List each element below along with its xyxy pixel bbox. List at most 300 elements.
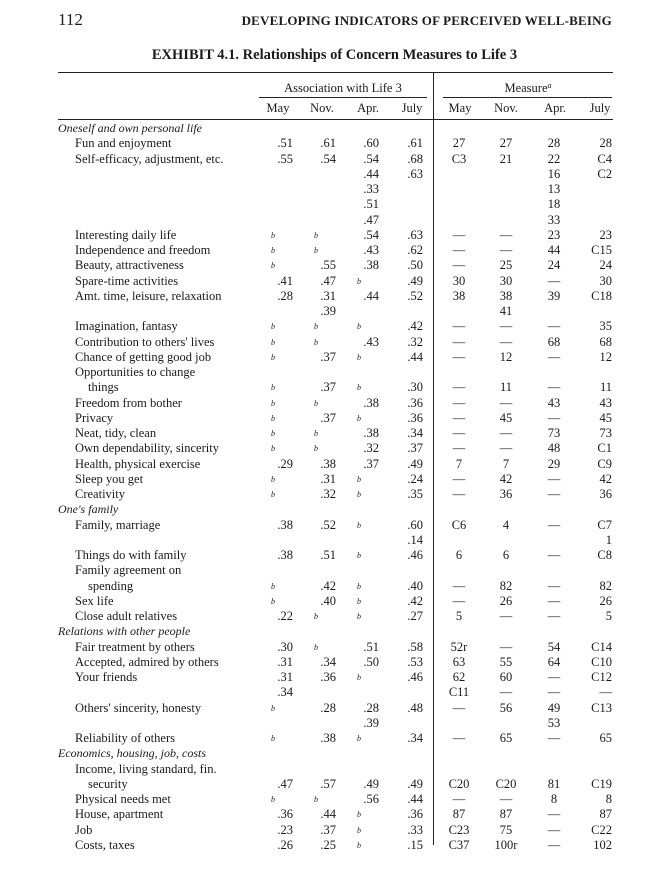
measure-cell: —: [452, 334, 466, 349]
measure-cell: 8: [605, 792, 612, 806]
measure-cell: —: [499, 227, 513, 242]
association-cell: .15: [407, 837, 423, 852]
association-cell: .49: [407, 456, 423, 471]
footnote-marker-b: b: [271, 795, 275, 804]
row-label: Creativity: [75, 487, 125, 501]
measure-cell: —: [547, 807, 561, 822]
measure-cell: 60: [499, 670, 513, 684]
running-head: DEVELOPING INDICATORS OF PERCEIVED WELL-BEING: [241, 13, 612, 28]
table-row: [0, 731, 669, 746]
association-cell: .22: [277, 609, 293, 623]
footnote-marker-b: b: [271, 734, 275, 743]
section-header-row: [0, 624, 669, 639]
association-cell: .52: [320, 517, 336, 532]
measure-cell: 25: [499, 258, 513, 273]
association-cell: .24: [407, 471, 423, 486]
measure-cell: 27: [499, 136, 513, 151]
association-cell: .37: [320, 822, 336, 837]
measure-cell: —: [547, 731, 561, 745]
association-cell: .46: [407, 670, 423, 684]
association-cell: .28: [277, 288, 293, 303]
association-cell: .33: [363, 182, 379, 196]
association-cell: .61: [320, 136, 336, 151]
measure-cell: —: [499, 243, 513, 257]
association-cell: .28: [363, 700, 379, 715]
measure-cell: 36: [499, 487, 513, 501]
table-row: [0, 441, 669, 456]
table-row: [0, 152, 669, 167]
measure-cell: 35: [599, 319, 612, 334]
footnote-marker-b: b: [271, 444, 275, 454]
table-row: [0, 274, 669, 289]
col-header-assoc-july: July: [401, 101, 423, 115]
measure-cell: —: [452, 792, 466, 806]
measure-cell: 42: [599, 471, 612, 486]
row-label: Independence and freedom: [75, 243, 211, 257]
table-row: [0, 258, 669, 273]
association-cell: .42: [407, 319, 423, 334]
measure-cell: 45: [499, 410, 513, 425]
row-label: Own dependability, sincerity: [75, 441, 219, 456]
table-row: [0, 457, 669, 472]
row-label: Contribution to others' lives: [75, 334, 215, 349]
row-label: Self-efficacy, adjustment, etc.: [75, 151, 224, 166]
association-cell: .29: [277, 456, 293, 471]
footnote-marker-b: b: [271, 398, 275, 408]
measure-cell: —: [499, 792, 513, 806]
association-cell: .38: [277, 517, 293, 532]
measure-cell: —: [499, 685, 513, 700]
row-label: Interesting daily life: [75, 227, 177, 242]
measure-cell: 6: [502, 548, 510, 562]
table-row: [0, 685, 669, 700]
association-cell: .49: [407, 776, 423, 791]
association-cell: .37: [407, 441, 423, 456]
footnote-marker-b: b: [271, 261, 275, 271]
association-cell: .26: [277, 837, 293, 852]
row-label: Job: [75, 822, 93, 837]
measure-cell: —: [452, 227, 466, 242]
measure-cell: 29: [547, 456, 561, 471]
measure-cell: 48: [547, 441, 561, 456]
page-number: 112: [58, 10, 83, 29]
table-row: [0, 289, 669, 304]
measure-cell: 24: [599, 258, 612, 273]
footnote-marker-b: b: [357, 581, 361, 591]
association-cell: .37: [363, 456, 379, 471]
association-cell: .54: [363, 151, 379, 166]
section-header-row: [0, 502, 669, 517]
row-label: Physical needs met: [75, 792, 171, 806]
association-cell: .44: [363, 288, 379, 303]
measure-cell: 87: [599, 807, 612, 822]
footnote-marker-b: b: [314, 612, 318, 621]
footnote-marker-b: b: [357, 352, 361, 362]
table-row: [0, 350, 669, 365]
row-label: Neat, tidy, clean: [75, 426, 157, 440]
measure-cell: C3: [451, 151, 467, 166]
row-label: Imagination, fantasy: [75, 319, 178, 334]
measure-cell: 36: [599, 487, 612, 501]
association-underline: [259, 97, 427, 98]
measure-cell: —: [452, 578, 466, 593]
measure-cell: 6: [455, 548, 463, 562]
footnote-marker-b: b: [271, 322, 275, 332]
association-group-header: Association with Life 3: [284, 81, 402, 95]
measure-cell: —: [547, 593, 561, 608]
col-header-measure-nov: Nov.: [494, 101, 518, 115]
table-row: [0, 807, 669, 822]
measure-cell: 11: [499, 380, 513, 395]
table-row: [0, 472, 669, 487]
table-row: [0, 579, 669, 594]
association-cell: .31: [320, 471, 336, 486]
table-row: [0, 701, 669, 716]
footnote-marker-b: b: [357, 474, 361, 484]
measure-cell: —: [547, 471, 561, 486]
measure-cell: —: [547, 410, 561, 425]
measure-cell: —: [452, 380, 466, 395]
measure-cell: 12: [499, 349, 513, 364]
association-cell: .51: [363, 639, 379, 654]
row-label: Sex life: [75, 593, 114, 608]
association-cell: .14: [407, 532, 423, 547]
table-row: [0, 548, 669, 563]
association-cell: .50: [363, 654, 379, 669]
association-cell: .40: [407, 578, 423, 593]
measure-group-header: Measure$^a$: [504, 81, 552, 95]
association-cell: .28: [320, 700, 336, 715]
table-row: [0, 396, 669, 411]
measure-cell: 22: [547, 151, 561, 166]
measure-cell: 81: [547, 776, 561, 791]
measure-cell: —: [547, 670, 561, 684]
row-label: Spare-time activities: [75, 273, 179, 288]
measure-cell: 30: [452, 273, 466, 288]
measure-cell: C12: [591, 670, 612, 684]
association-cell: .23: [277, 822, 293, 837]
footnote-marker-b: b: [314, 337, 318, 347]
association-cell: .47: [277, 776, 293, 791]
footnote-marker-b: b: [271, 429, 275, 438]
row-label: Close adult relatives: [75, 609, 178, 623]
row-label: Income, living standard, fin.: [75, 761, 217, 776]
measure-cell: —: [547, 517, 561, 532]
measure-cell: 87: [499, 807, 513, 822]
association-cell: .34: [407, 731, 423, 745]
table-row: [0, 335, 669, 350]
measure-cell: —: [547, 578, 561, 593]
measure-cell: 82: [499, 578, 513, 593]
association-cell: .61: [407, 136, 423, 151]
measure-cell: C20: [495, 776, 517, 791]
measure-cell: C14: [591, 639, 612, 654]
measure-cell: 33: [547, 212, 561, 227]
association-cell: .39: [363, 715, 379, 730]
measure-cell: —: [452, 593, 466, 608]
measure-cell: 21: [499, 151, 513, 166]
footnote-marker-b: b: [357, 520, 361, 530]
measure-cell: 38: [499, 288, 513, 303]
footnote-marker-b: b: [271, 383, 275, 393]
association-cell: .60: [363, 136, 379, 151]
association-cell: .58: [407, 639, 423, 654]
association-cell: .36: [277, 807, 293, 822]
association-cell: .34: [277, 685, 293, 700]
measure-cell: 4: [502, 517, 510, 532]
footnote-marker-b: b: [357, 276, 361, 286]
association-cell: .47: [320, 273, 336, 288]
footnote-marker-b: b: [357, 322, 361, 332]
measure-cell: —: [547, 685, 561, 700]
row-label: Privacy: [75, 410, 114, 425]
measure-cell: —: [547, 319, 561, 334]
association-cell: .48: [407, 700, 423, 715]
measure-cell: —: [499, 334, 513, 349]
measure-cell: —: [452, 243, 466, 257]
measure-cell: 16: [547, 166, 561, 181]
table-row: [0, 823, 669, 838]
measure-cell: 68: [547, 334, 561, 349]
footnote-marker-b: b: [357, 673, 361, 682]
footnote-marker-b: b: [271, 581, 275, 591]
footnote-marker-b: b: [271, 703, 275, 713]
association-cell: .47: [363, 212, 379, 227]
association-cell: .49: [407, 273, 423, 288]
association-cell: .38: [277, 548, 293, 562]
association-cell: .37: [320, 349, 336, 364]
measure-cell: —: [547, 822, 561, 837]
footnote-marker-b: b: [271, 230, 275, 240]
association-cell: .49: [363, 776, 379, 791]
measure-cell: —: [452, 349, 466, 364]
association-cell: .31: [320, 288, 336, 303]
row-label: Family agreement on: [75, 563, 182, 578]
association-cell: .38: [320, 731, 336, 745]
measure-cell: 65: [499, 731, 513, 745]
table-row: [0, 670, 669, 685]
table-row: [0, 182, 669, 197]
row-label: Chance of getting good job: [75, 349, 212, 364]
measure-cell: 87: [452, 807, 466, 822]
association-cell: .44: [320, 807, 336, 822]
association-cell: .31: [277, 670, 293, 684]
row-label: Amt. time, leisure, relaxation: [75, 288, 222, 303]
measure-cell: 41: [499, 304, 513, 318]
association-cell: .54: [363, 227, 379, 242]
table-row: [0, 304, 669, 319]
measure-cell: 42: [499, 471, 513, 486]
measure-cell: 28: [547, 136, 561, 151]
association-cell: .57: [320, 776, 336, 791]
footnote-marker-b: b: [271, 352, 275, 362]
footnote-marker-b: b: [314, 230, 318, 240]
measure-cell: 65: [599, 731, 612, 745]
footnote-marker-b: b: [314, 246, 318, 255]
association-cell: .68: [407, 151, 423, 166]
measure-cell: C11: [448, 685, 470, 700]
association-cell: .60: [407, 517, 423, 532]
association-cell: .38: [320, 456, 336, 471]
measure-cell: 12: [599, 349, 612, 364]
association-cell: .36: [320, 670, 336, 684]
footnote-marker-b: b: [271, 413, 275, 423]
table-row: [0, 243, 669, 258]
association-cell: .51: [320, 548, 336, 562]
association-cell: .27: [407, 609, 423, 623]
association-cell: .34: [407, 426, 423, 440]
measure-cell: —: [499, 426, 513, 440]
section-label: Economics, housing, job, costs: [58, 746, 206, 761]
measure-cell: 8: [550, 792, 558, 806]
table-row: [0, 426, 669, 441]
footnote-marker-b: b: [314, 795, 318, 804]
association-cell: .56: [363, 792, 379, 806]
measure-cell: 55: [499, 654, 513, 669]
row-label: Costs, taxes: [75, 837, 135, 852]
measure-cell: 100r: [494, 837, 518, 852]
measure-cell: C1: [597, 441, 612, 456]
table-row: [0, 411, 669, 426]
association-cell: .30: [407, 380, 423, 395]
measure-cell: 5: [605, 609, 612, 623]
row-label: Fair treatment by others: [75, 639, 195, 654]
footnote-marker-b: b: [357, 413, 361, 423]
measure-cell: —: [599, 685, 612, 700]
measure-cell: 23: [599, 227, 612, 242]
row-label: Health, physical exercise: [75, 456, 201, 471]
measure-cell: —: [452, 731, 466, 745]
row-label: Freedom from bother: [75, 395, 182, 410]
footnote-marker-b: b: [271, 490, 275, 499]
table-row: [0, 640, 669, 655]
table-row: [0, 792, 669, 807]
measure-cell: —: [452, 441, 466, 456]
table-row: [0, 838, 669, 853]
association-cell: .62: [407, 243, 423, 257]
association-cell: .39: [320, 304, 336, 318]
measure-cell: 1: [605, 532, 612, 547]
row-label: Family, marriage: [75, 517, 161, 532]
association-cell: .38: [363, 426, 379, 440]
association-cell: .53: [407, 654, 423, 669]
col-header-measure-may: May: [448, 101, 472, 115]
row-label: things: [88, 380, 119, 395]
header-bottom-rule: [58, 119, 613, 120]
measure-cell: —: [547, 273, 561, 288]
top-rule: [58, 72, 613, 73]
measure-cell: 26: [499, 593, 513, 608]
footnote-marker-b: b: [357, 612, 361, 621]
association-cell: .36: [407, 807, 423, 822]
row-label: spending: [88, 578, 134, 593]
col-header-measure-apr: Apr.: [544, 101, 566, 115]
measure-cell: —: [499, 441, 513, 456]
col-header-assoc-apr: Apr.: [357, 101, 379, 115]
row-label: Fun and enjoyment: [75, 136, 172, 151]
row-label: Beauty, attractiveness: [75, 258, 184, 273]
measure-cell: 11: [599, 380, 612, 395]
col-header-assoc-nov: Nov.: [310, 101, 334, 115]
measure-cell: C6: [451, 517, 467, 532]
table-row: [0, 518, 669, 533]
association-cell: .44: [363, 166, 379, 181]
association-cell: .44: [407, 349, 423, 364]
association-cell: .52: [407, 288, 423, 303]
footnote-marker-b: b: [357, 825, 361, 835]
table-row: [0, 197, 669, 212]
measure-cell: C7: [597, 517, 612, 532]
col-header-measure-july: July: [589, 101, 611, 115]
measure-cell: 43: [547, 395, 561, 410]
table-row: [0, 365, 669, 380]
footnote-marker-b: b: [314, 322, 318, 332]
measure-cell: 26: [599, 593, 612, 608]
measure-cell: 68: [599, 334, 612, 349]
measure-cell: 7: [455, 456, 463, 471]
measure-cell: C18: [591, 288, 612, 303]
measure-cell: —: [547, 487, 561, 501]
association-cell: .33: [407, 822, 423, 837]
association-cell: .42: [407, 593, 423, 608]
section-label: Relations with other people: [58, 624, 191, 639]
association-cell: .42: [320, 578, 336, 593]
association-cell: .41: [277, 273, 293, 288]
row-label: Sleep you get: [75, 471, 144, 486]
measure-cell: —: [547, 548, 561, 562]
association-cell: .36: [407, 410, 423, 425]
measure-cell: 43: [599, 395, 612, 410]
measure-cell: 53: [547, 715, 561, 730]
measure-underline: [443, 97, 612, 98]
measure-cell: —: [452, 395, 466, 410]
footnote-marker-b: b: [314, 642, 318, 652]
measure-cell: 27: [452, 136, 466, 151]
measure-cell: 28: [599, 136, 612, 151]
measure-cell: 13: [547, 182, 561, 196]
association-cell: .37: [320, 410, 336, 425]
table-row: [0, 319, 669, 334]
measure-cell: 45: [599, 410, 612, 425]
row-label: Your friends: [75, 670, 138, 684]
row-label: security: [88, 776, 128, 791]
measure-cell: —: [499, 395, 513, 410]
row-label: Accepted, admired by others: [75, 654, 219, 669]
measure-cell: 102: [593, 837, 612, 852]
measure-cell: 62: [452, 670, 466, 684]
measure-cell: C20: [448, 776, 470, 791]
association-cell: .51: [277, 136, 293, 151]
association-cell: .38: [363, 258, 379, 273]
footnote-marker-b: b: [357, 596, 361, 606]
association-cell: .63: [407, 166, 423, 181]
association-cell: .34: [320, 654, 336, 669]
association-cell: .35: [407, 487, 423, 501]
association-cell: .40: [320, 593, 336, 608]
measure-cell: C23: [448, 822, 470, 837]
association-cell: .50: [407, 258, 423, 273]
table-row: [0, 228, 669, 243]
measure-cell: 18: [547, 197, 561, 212]
table-row: [0, 655, 669, 670]
exhibit-title: EXHIBIT 4.1. Relationships of Concern Measures to Life 3: [151, 47, 518, 63]
association-cell: .31: [277, 654, 293, 669]
association-cell: .46: [407, 548, 423, 562]
measure-cell: 39: [547, 288, 561, 303]
measure-cell: —: [499, 639, 513, 654]
association-cell: .32: [363, 441, 379, 456]
measure-cell: 44: [547, 243, 561, 257]
